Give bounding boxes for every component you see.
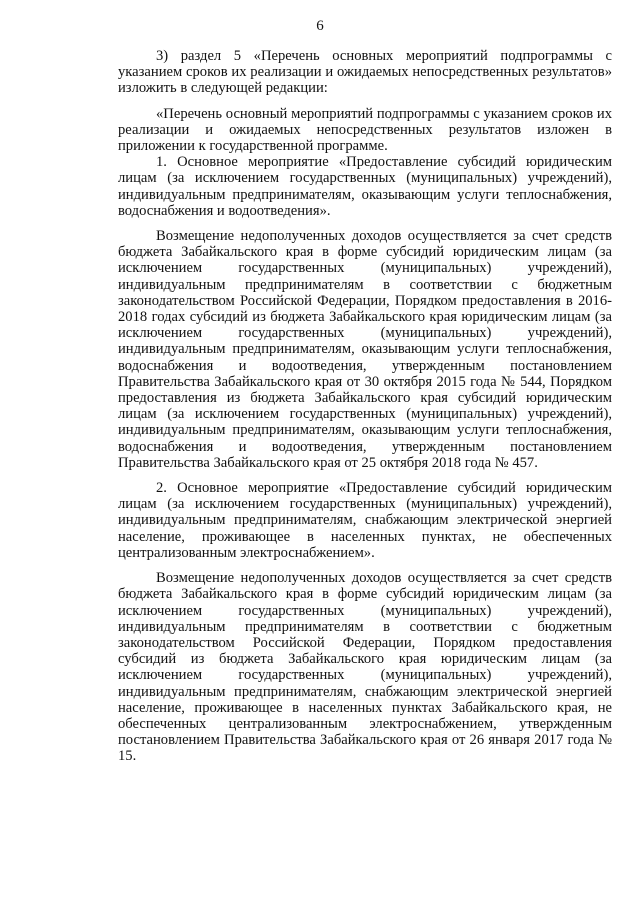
paragraph-measure-2-description: Возмещение недополученных доходов осуществляется за счет средств бюджета Забайкальского края в форме субсидий юридическим лицам (за исключением государственных (муниципальных) учреждений), индивидуальным предпринимателям в соответствии с бюджетным законодательством Российской Федерации, Порядком предоставления субсидий из бюджета Забайкальского края юридическим лицам (за исключением государственных (муниципальных) учреждений), индивидуальным предпринимателям, снабжающим электрической энергией население, проживающее в населенных пунктах Забайкальского края, не обеспеченных централизованным электроснабжением, утвержденным постановлением Правительства Забайкальского края от 26 января 2017 года № 15. [118, 570, 612, 765]
paragraph-measure-1-title: 1. Основное мероприятие «Предоставление субсидий юридическим лицам (за исключением государственных (муниципальных) учреждений), индивидуальным предпринимателям, оказывающим услуги теплоснабжения, водоснабжения и водоотведения». [118, 154, 612, 219]
paragraph-section-5-amendment: 3) раздел 5 «Перечень основных мероприятий подпрограммы с указанием сроков их реализации и ожидаемых непосредственных результатов» изложить в следующей редакции: [118, 48, 612, 97]
document-body [118, 48, 612, 765]
paragraph-list-reference: «Перечень основный мероприятий подпрограммы с указанием сроков их реализации и ожидаемых непосредственных результатов изложен в приложении к государственной программе. [118, 105, 612, 155]
page-number: 6 [316, 18, 324, 34]
paragraph-measure-1-description: Возмещение недополученных доходов осуществляется за счет средств бюджета Забайкальского края в форме субсидий юридическим лицам (за исключением государственных (муниципальных) учреждений), индивидуальным предпринимателям в соответствии с бюджетным законодательством Российской Федерации, Порядком предоставления в 2016-2018 годах субсидий из бюджета Забайкальского края юридическим лицам (за исключением государственных (муниципальных) учреждений), индивидуальным предпринимателям, оказывающим услуги теплоснабжения, водоснабжения и водоотведения, утвержденным постановлением Правительства Забайкальского края от 30 октября 2015 года № 544, Порядком предоставления из бюджета Забайкальского края субсидий юридическим лицам (за исключением государственных (муниципальных) учреждений), индивидуальным предпринимателям, оказывающим услуги теплоснабжения, водоснабжения и водоотведения, утвержденным постановлением Правительства Забайкальского края от 25 октября 2018 года № 457. [118, 228, 612, 471]
paragraph-measure-2-title: 2. Основное мероприятие «Предоставление субсидий юридическим лицам (за исключением государственных (муниципальных) учреждений), индивидуальным предпринимателям, снабжающим электрической энергией население, проживающее в населенных пунктах, не обеспеченных централизованным электроснабжением». [118, 480, 612, 561]
